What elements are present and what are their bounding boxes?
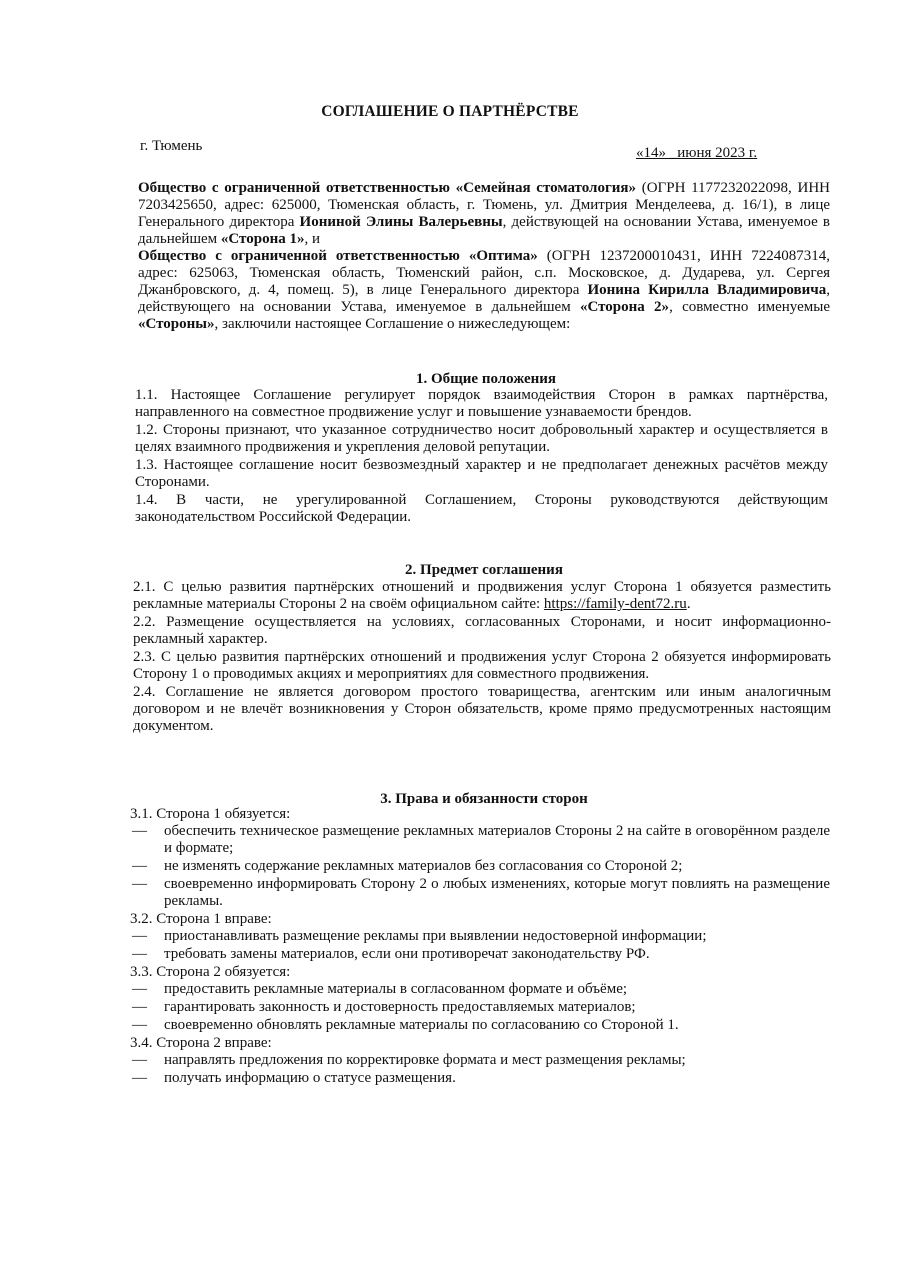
party1-tail: , и [304,231,320,247]
list-item-text: приостанавливать размещение рекламы при выявлении недостоверной информации; [164,928,707,944]
date-rest: _июня 2023 г. [666,145,758,161]
parties-joint-alias: «Стороны» [138,316,215,332]
clause-3-2: 3.2. Сторона 1 вправе: [130,911,272,927]
clause-3-1: 3.1. Сторона 1 обязуется: [130,806,291,822]
list-item [130,999,830,1016]
list-item-text: получать информацию о статусе размещения. [164,1070,456,1086]
list-item [130,858,830,875]
date-day: «14» [636,145,666,161]
list-item [130,946,830,963]
clause-2-1 [133,579,831,613]
list-item-text: обеспечить техническое размещение рекламных материалов Стороны 2 на сайте в оговорённом разделе и формате; [164,823,830,856]
dash-marker: — [132,999,147,1015]
list-item [130,1017,830,1034]
dash-marker: — [132,928,147,944]
list-item-text: требовать замены материалов, если они противоречат законодательству РФ. [164,946,650,962]
party1-alias: «Сторона 1» [220,231,305,247]
clause-1-3: 1.3. Настоящее соглашение носит безвозмездный характер и не предполагает денежных расчётов между Сторонами. [135,457,828,490]
section2-body [133,579,831,736]
dash-marker: — [132,946,147,962]
section1-body [135,387,828,527]
list-item-text: своевременно информировать Сторону 2 о любых изменениях, которые могут повлиять на размещение рекламы. [164,876,830,909]
clause-3-3: 3.3. Сторона 2 обязуется: [130,964,291,980]
dash-marker: — [132,1017,147,1033]
section3-heading: 3. Права и обязанности сторон [380,791,588,807]
list-item-text: направлять предложения по корректировке формата и мест размещения рекламы; [164,1052,686,1068]
list-item-text: гарантировать законность и достоверность предоставляемых материалов; [164,999,636,1015]
dash-marker: — [132,981,147,997]
section3-body [130,806,830,1088]
party2-details: (ОГРН 1237200010431, ИНН 7224087314, адрес: 625063, Тюменская область, Тюменский район, с.п. Московское, д. Дударева, ул. Сергея Джанбровского, д. 4, помещ. 5), в лице Генерального директора [138,248,831,298]
party2-paragraph [138,248,830,333]
party2-alias: «Сторона 2» [579,299,670,315]
clause-1-1: 1.1. Настоящее Соглашение регулирует порядок взаимодействия Сторон в рамках партнёрства, направленного на совместное продвижение услуг и повышение узнаваемости брендов. [135,387,828,420]
section1-heading: 1. Общие положения [415,371,557,387]
list-item-text: не изменять содержание рекламных материалов без согласования со Стороной 2; [164,858,683,874]
list-item [130,1070,830,1087]
clause-2-1-text: 2.1. С целью развития партнёрских отношений и продвижения услуг Сторона 1 обязуется разместить рекламные материалы Стороны 2 на своём официальном сайте: [133,579,831,612]
party2-director: Ионина Кирилла Владимировича [587,282,827,298]
clause-1-2: 1.2. Стороны признают, что указанное сотрудничество носит добровольный характер и осуществляется в целях взаимного продвижения и укрепления деловой репутации. [135,422,828,455]
document-date [636,145,757,162]
parties-paragraph [138,180,830,333]
city: г. Тюмень [140,138,203,154]
party1-paragraph [138,180,830,248]
website-link[interactable]: https://family-dent72.ru [543,596,687,612]
dash-marker: — [132,876,147,892]
dash-marker: — [132,858,147,874]
clause-2-1-end: . [686,596,691,612]
clause-2-4: 2.4. Соглашение не является договором простого товарищества, агентским или иным аналогичным договором и не влечёт возникновения у Сторон обязательств, кроме прямо предусмотренных настоящим документом. [133,684,831,734]
party2-name: Общество с ограниченной ответственностью «Оптима» [138,248,538,264]
party2-basis: , действующего на основании Устава, именуемое в дальнейшем [138,282,830,315]
document-title: СОГЛАШЕНИЕ О ПАРТНЁРСТВЕ [321,103,579,120]
list-item [130,981,830,998]
clause-3-4: 3.4. Сторона 2 вправе: [130,1035,272,1051]
party1-details: (ОГРН 1177232022098, ИНН 7203425650, адрес: 625000, Тюменская область, г. Тюмень, ул. Дмитрия Менделеева, д. 16/1), в лице Генерального директора [138,180,830,230]
list-item [130,823,830,857]
list-item [130,928,830,945]
party2-end: , заключили настоящее Соглашение о нижеследующем: [214,316,571,332]
party1-basis: , действующей на основании Устава, именуемое в дальнейшем [138,214,830,247]
list-item-text: предоставить рекламные материалы в согласованном формате и объёме; [164,981,628,997]
list-item [130,876,830,910]
dash-marker: — [132,1052,147,1068]
party2-tail: , совместно именуемые [669,299,830,315]
clause-2-2: 2.2. Размещение осуществляется на условиях, согласованных Сторонами, и носит информационно-рекламный характер. [133,614,831,647]
dash-marker: — [132,1070,147,1086]
clause-1-4: 1.4. В части, не урегулированной Соглашением, Стороны руководствуются действующим законодательством Российской Федерации. [135,492,828,525]
list-item [130,1052,830,1069]
dash-marker: — [132,823,147,839]
section2-heading: 2. Предмет соглашения [405,562,563,578]
clause-2-3: 2.3. С целью развития партнёрских отношений и продвижения услуг Сторона 2 обязуется информировать Сторону 1 о проводимых акциях и мероприятиях для совместного продвижения. [133,649,831,682]
party1-name: Общество с ограниченной ответственностью «Семейная стоматология» [138,180,637,196]
party1-director: Иониной Элины Валерьевны [299,214,503,230]
list-item-text: своевременно обновлять рекламные материалы по согласованию со Стороной 1. [164,1017,679,1033]
